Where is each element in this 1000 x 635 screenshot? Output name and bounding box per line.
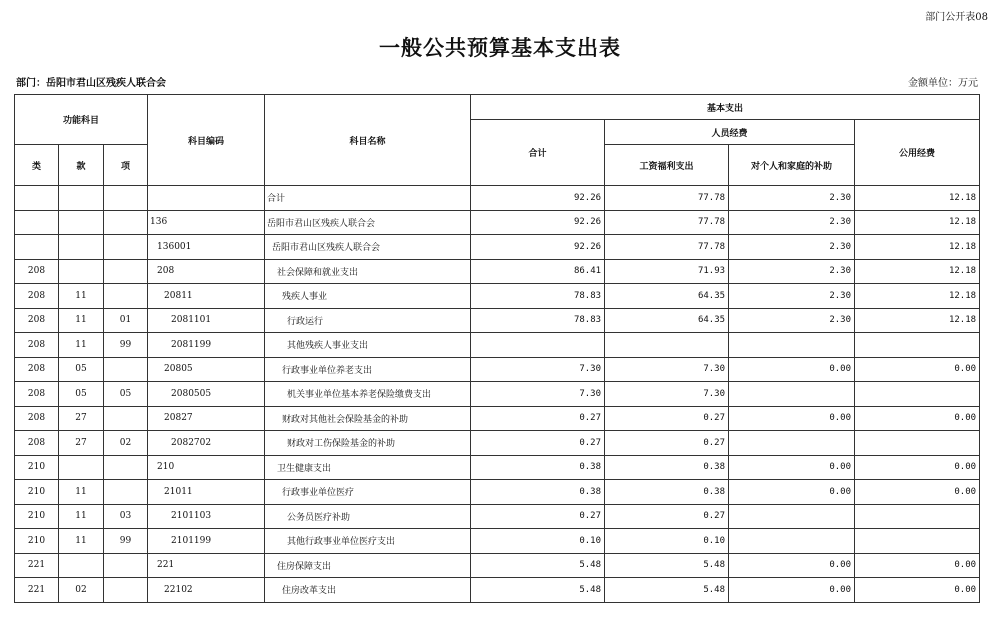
cell-kuan xyxy=(59,455,104,480)
cell-name: 公务员医疗补助 xyxy=(265,504,471,529)
cell-public xyxy=(855,431,980,456)
cell-salary: 64.35 xyxy=(605,308,729,333)
cell-public: 0.00 xyxy=(855,480,980,505)
cell-salary: 71.93 xyxy=(605,259,729,284)
cell-lei xyxy=(15,186,59,211)
cell-xiang xyxy=(104,578,148,603)
cell-lei: 208 xyxy=(15,357,59,382)
cell-xiang xyxy=(104,235,148,260)
cell-kuan: 11 xyxy=(59,308,104,333)
cell-subsidy xyxy=(729,333,855,358)
cell-lei: 208 xyxy=(15,284,59,309)
cell-name: 其他行政事业单位医疗支出 xyxy=(265,529,471,554)
cell-salary: 64.35 xyxy=(605,284,729,309)
cell-kuan: 11 xyxy=(59,333,104,358)
cell-name: 卫生健康支出 xyxy=(265,455,471,480)
cell-code: 2082702 xyxy=(148,431,265,456)
cell-public: 0.00 xyxy=(855,455,980,480)
cell-code: 2101103 xyxy=(148,504,265,529)
cell-public: 0.00 xyxy=(855,357,980,382)
cell-subsidy: 2.30 xyxy=(729,186,855,211)
cell-total: 0.27 xyxy=(471,406,605,431)
cell-code: 221 xyxy=(148,553,265,578)
cell-lei: 210 xyxy=(15,504,59,529)
cell-code: 20805 xyxy=(148,357,265,382)
cell-code: 208 xyxy=(148,259,265,284)
cell-salary xyxy=(605,333,729,358)
cell-salary: 77.78 xyxy=(605,235,729,260)
header-subsidy: 对个人和家庭的补助 xyxy=(729,145,855,186)
header-public: 公用经费 xyxy=(855,120,980,186)
table-row xyxy=(15,504,980,529)
cell-public xyxy=(855,382,980,407)
cell-kuan xyxy=(59,235,104,260)
cell-lei: 221 xyxy=(15,553,59,578)
header-func-subject: 功能科目 xyxy=(15,95,148,145)
table-row xyxy=(15,308,980,333)
cell-subsidy: 2.30 xyxy=(729,235,855,260)
cell-name: 行政事业单位医疗 xyxy=(265,480,471,505)
cell-name: 残疾人事业 xyxy=(265,284,471,309)
cell-xiang xyxy=(104,455,148,480)
cell-code: 20811 xyxy=(148,284,265,309)
cell-subsidy: 0.00 xyxy=(729,553,855,578)
cell-total: 0.27 xyxy=(471,504,605,529)
cell-salary: 5.48 xyxy=(605,553,729,578)
cell-name: 行政事业单位养老支出 xyxy=(265,357,471,382)
cell-xiang: 03 xyxy=(104,504,148,529)
cell-xiang: 01 xyxy=(104,308,148,333)
cell-name: 社会保障和就业支出 xyxy=(265,259,471,284)
header-kuan: 款 xyxy=(59,145,104,186)
cell-kuan xyxy=(59,553,104,578)
cell-lei: 208 xyxy=(15,382,59,407)
cell-subsidy: 2.30 xyxy=(729,308,855,333)
cell-name: 其他残疾人事业支出 xyxy=(265,333,471,358)
cell-kuan: 11 xyxy=(59,529,104,554)
cell-public: 12.18 xyxy=(855,235,980,260)
header-code: 科目编码 xyxy=(148,95,265,186)
cell-kuan: 11 xyxy=(59,284,104,309)
department-label: 部门：岳阳市君山区残疾人联合会 xyxy=(16,78,166,89)
table-row xyxy=(15,480,980,505)
cell-kuan xyxy=(59,210,104,235)
cell-kuan xyxy=(59,259,104,284)
cell-code: 2081101 xyxy=(148,308,265,333)
cell-total: 0.10 xyxy=(471,529,605,554)
cell-salary: 0.27 xyxy=(605,504,729,529)
cell-salary: 77.78 xyxy=(605,210,729,235)
cell-name: 财政对其他社会保险基金的补助 xyxy=(265,406,471,431)
cell-kuan: 02 xyxy=(59,578,104,603)
cell-subsidy: 0.00 xyxy=(729,455,855,480)
cell-lei xyxy=(15,235,59,260)
cell-name: 住房保障支出 xyxy=(265,553,471,578)
header-basic: 基本支出 xyxy=(471,95,980,120)
cell-code: 136001 xyxy=(148,235,265,260)
cell-public xyxy=(855,333,980,358)
cell-lei: 221 xyxy=(15,578,59,603)
cell-xiang xyxy=(104,553,148,578)
cell-salary: 0.38 xyxy=(605,480,729,505)
cell-code: 2101199 xyxy=(148,529,265,554)
cell-lei xyxy=(15,210,59,235)
table-row xyxy=(15,431,980,456)
unit-label: 金额单位：万元 xyxy=(908,78,978,89)
cell-xiang xyxy=(104,259,148,284)
cell-kuan: 05 xyxy=(59,382,104,407)
cell-total: 0.38 xyxy=(471,455,605,480)
cell-total: 0.27 xyxy=(471,431,605,456)
budget-table xyxy=(14,94,980,603)
cell-total: 5.48 xyxy=(471,553,605,578)
cell-xiang: 99 xyxy=(104,333,148,358)
cell-lei: 210 xyxy=(15,480,59,505)
cell-total: 92.26 xyxy=(471,235,605,260)
cell-salary: 7.30 xyxy=(605,357,729,382)
cell-salary: 0.38 xyxy=(605,455,729,480)
cell-xiang xyxy=(104,284,148,309)
cell-code: 20827 xyxy=(148,406,265,431)
cell-total: 0.38 xyxy=(471,480,605,505)
cell-total: 7.30 xyxy=(471,357,605,382)
cell-lei: 210 xyxy=(15,529,59,554)
cell-code xyxy=(148,186,265,211)
cell-salary: 77.78 xyxy=(605,186,729,211)
cell-subsidy: 2.30 xyxy=(729,259,855,284)
cell-total: 78.83 xyxy=(471,284,605,309)
cell-lei: 210 xyxy=(15,455,59,480)
form-number: 部门公开表08 xyxy=(925,12,988,23)
header-personnel: 人员经费 xyxy=(605,120,855,145)
cell-public: 0.00 xyxy=(855,553,980,578)
cell-subsidy: 2.30 xyxy=(729,284,855,309)
header-xiang: 项 xyxy=(104,145,148,186)
cell-lei: 208 xyxy=(15,308,59,333)
cell-subsidy: 0.00 xyxy=(729,480,855,505)
cell-xiang: 05 xyxy=(104,382,148,407)
cell-public: 0.00 xyxy=(855,406,980,431)
cell-xiang xyxy=(104,210,148,235)
cell-kuan: 27 xyxy=(59,406,104,431)
cell-kuan xyxy=(59,186,104,211)
cell-subsidy xyxy=(729,529,855,554)
header-salary: 工资福利支出 xyxy=(605,145,729,186)
table-body xyxy=(15,186,980,603)
cell-public xyxy=(855,529,980,554)
cell-name: 岳阳市君山区残疾人联合会 xyxy=(265,235,471,260)
cell-kuan: 27 xyxy=(59,431,104,456)
cell-xiang: 02 xyxy=(104,431,148,456)
page-title: 一般公共预算基本支出表 xyxy=(379,35,621,60)
cell-total: 7.30 xyxy=(471,382,605,407)
cell-lei: 208 xyxy=(15,333,59,358)
cell-total: 78.83 xyxy=(471,308,605,333)
cell-code: 21011 xyxy=(148,480,265,505)
table-row xyxy=(15,382,980,407)
cell-public: 12.18 xyxy=(855,210,980,235)
cell-total: 92.26 xyxy=(471,210,605,235)
header-name: 科目名称 xyxy=(265,95,471,186)
table-row xyxy=(15,529,980,554)
table-row xyxy=(15,186,980,211)
table-row xyxy=(15,259,980,284)
cell-kuan: 05 xyxy=(59,357,104,382)
cell-public: 12.18 xyxy=(855,284,980,309)
cell-xiang xyxy=(104,480,148,505)
table-row xyxy=(15,455,980,480)
cell-code: 210 xyxy=(148,455,265,480)
header-lei: 类 xyxy=(15,145,59,186)
cell-name: 岳阳市君山区残疾人联合会 xyxy=(265,210,471,235)
cell-subsidy xyxy=(729,504,855,529)
cell-salary: 0.10 xyxy=(605,529,729,554)
cell-code: 2081199 xyxy=(148,333,265,358)
cell-subsidy: 0.00 xyxy=(729,357,855,382)
cell-public xyxy=(855,504,980,529)
cell-xiang: 99 xyxy=(104,529,148,554)
cell-xiang xyxy=(104,406,148,431)
cell-public: 0.00 xyxy=(855,578,980,603)
table-row xyxy=(15,357,980,382)
cell-kuan: 11 xyxy=(59,504,104,529)
cell-lei: 208 xyxy=(15,259,59,284)
cell-salary: 0.27 xyxy=(605,431,729,456)
cell-code: 22102 xyxy=(148,578,265,603)
cell-subsidy: 0.00 xyxy=(729,406,855,431)
cell-name: 机关事业单位基本养老保险缴费支出 xyxy=(265,382,471,407)
cell-name: 行政运行 xyxy=(265,308,471,333)
table-row xyxy=(15,210,980,235)
cell-subsidy: 0.00 xyxy=(729,578,855,603)
header-total: 合计 xyxy=(471,120,605,186)
cell-public: 12.18 xyxy=(855,186,980,211)
cell-public: 12.18 xyxy=(855,308,980,333)
cell-subsidy: 2.30 xyxy=(729,210,855,235)
cell-xiang xyxy=(104,357,148,382)
table-row xyxy=(15,553,980,578)
table-row xyxy=(15,578,980,603)
cell-kuan: 11 xyxy=(59,480,104,505)
cell-name: 财政对工伤保险基金的补助 xyxy=(265,431,471,456)
cell-name: 合计 xyxy=(265,186,471,211)
cell-total: 92.26 xyxy=(471,186,605,211)
cell-code: 136 xyxy=(148,210,265,235)
cell-name: 住房改革支出 xyxy=(265,578,471,603)
cell-lei: 208 xyxy=(15,406,59,431)
table-row xyxy=(15,406,980,431)
cell-salary: 7.30 xyxy=(605,382,729,407)
cell-lei: 208 xyxy=(15,431,59,456)
cell-salary: 5.48 xyxy=(605,578,729,603)
table-row xyxy=(15,235,980,260)
cell-total xyxy=(471,333,605,358)
cell-salary: 0.27 xyxy=(605,406,729,431)
cell-total: 86.41 xyxy=(471,259,605,284)
table-row xyxy=(15,333,980,358)
cell-total: 5.48 xyxy=(471,578,605,603)
cell-public: 12.18 xyxy=(855,259,980,284)
cell-code: 2080505 xyxy=(148,382,265,407)
cell-subsidy xyxy=(729,382,855,407)
table-row xyxy=(15,284,980,309)
cell-subsidy xyxy=(729,431,855,456)
cell-xiang xyxy=(104,186,148,211)
